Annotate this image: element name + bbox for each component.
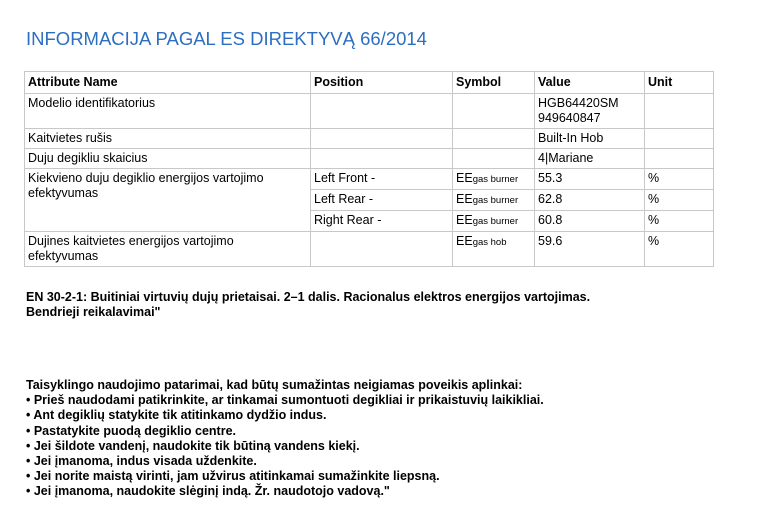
standard-reference — [26, 290, 726, 320]
tip-item: • Jei įmanoma, indus visada uždenkite. — [26, 454, 257, 469]
usage-tips — [26, 378, 726, 500]
table-row — [25, 232, 714, 267]
hob-type-unit — [645, 129, 714, 149]
burner-eff-symbol — [453, 169, 535, 190]
hob-eff-position — [311, 232, 453, 267]
header-position: Position — [311, 72, 453, 94]
table-header-row — [25, 72, 714, 94]
page-title: INFORMACIJA PAGAL ES DIREKTYVĄ 66/2014 — [26, 28, 427, 49]
model-id-value-line2: 949640847 — [538, 111, 601, 125]
burners-name: Duju degikliu skaicius — [25, 149, 311, 169]
hob-eff-symbol — [453, 232, 535, 267]
burner-eff-position: Left Rear - — [311, 190, 453, 211]
model-id-name: Modelio identifikatorius — [25, 94, 311, 129]
table-row — [25, 129, 714, 149]
burners-position — [311, 149, 453, 169]
burner-eff-value: 55.3 — [535, 169, 645, 190]
standard-line: Bendrieji reikalavimai" — [26, 305, 161, 319]
symbol-main: EE — [456, 234, 473, 248]
symbol-subscript: gas hob — [472, 237, 507, 248]
tips-heading: Taisyklingo naudojimo patarimai, kad būtų sumažintas neigiamas poveikis aplinkai: — [26, 378, 523, 392]
model-id-symbol — [453, 94, 535, 129]
burners-unit — [645, 149, 714, 169]
burner-eff-position: Right Rear - — [311, 211, 453, 232]
burner-eff-name: Kiekvieno duju degiklio energijos vartojimo efektyvumas — [25, 169, 311, 232]
symbol-main: EE — [456, 171, 473, 185]
hob-eff-value: 59.6 — [535, 232, 645, 267]
burners-symbol — [453, 149, 535, 169]
tip-item: • Jei šildote vandenį, naudokite tik būtiną vandens kiekį. — [26, 438, 360, 453]
symbol-main: EE — [456, 192, 473, 206]
symbol-main: EE — [456, 213, 473, 227]
standard-line: EN 30-2-1: Buitiniai virtuvių dujų prietaisai. 2–1 dalis. Racionalus elektros energijos vartojimas. — [26, 290, 591, 304]
table-row — [25, 149, 714, 169]
hob-type-position — [311, 129, 453, 149]
hob-type-symbol — [453, 129, 535, 149]
model-id-value — [535, 94, 645, 129]
hob-type-name: Kaitvietes rušis — [25, 129, 311, 149]
burner-eff-unit: % — [645, 190, 714, 211]
burners-value: 4|Mariane — [535, 149, 645, 169]
model-id-position — [311, 94, 453, 129]
hob-type-value: Built-In Hob — [535, 129, 645, 149]
info-table — [24, 71, 714, 267]
header-symbol: Symbol — [453, 72, 535, 94]
tip-item: • Pastatykite puodą degiklio centre. — [26, 423, 236, 438]
burner-eff-position: Left Front - — [311, 169, 453, 190]
tip-item: • Jei įmanoma, naudokite slėginį indą. Žr. naudotojo vadovą." — [26, 484, 390, 499]
hob-eff-unit: % — [645, 232, 714, 267]
model-id-value-line1: HGB64420SM — [538, 96, 619, 110]
burner-eff-symbol — [453, 211, 535, 232]
tip-item: • Jei norite maistą virinti, jam užvirus atitinkamai sumažinkite liepsną. — [26, 469, 440, 484]
tip-item: • Ant degiklių statykite tik atitinkamo dydžio indus. — [26, 408, 327, 423]
burner-eff-value: 62.8 — [535, 190, 645, 211]
model-id-unit — [645, 94, 714, 129]
tip-item: • Prieš naudodami patikrinkite, ar tinkamai sumontuoti degikliai ir prikaistuvių laikikliai. — [26, 393, 544, 408]
hob-eff-name: Dujines kaitvietes energijos vartojimo efektyvumas — [25, 232, 311, 267]
table-row — [25, 169, 714, 190]
burner-eff-value: 60.8 — [535, 211, 645, 232]
table-row — [25, 94, 714, 129]
symbol-subscript: gas burner — [472, 195, 519, 206]
burner-eff-unit: % — [645, 211, 714, 232]
burner-eff-unit: % — [645, 169, 714, 190]
symbol-subscript: gas burner — [472, 174, 519, 185]
header-attribute-name: Attribute Name — [25, 72, 311, 94]
header-value: Value — [535, 72, 645, 94]
symbol-subscript: gas burner — [472, 216, 519, 227]
burner-eff-symbol — [453, 190, 535, 211]
header-unit: Unit — [645, 72, 714, 94]
